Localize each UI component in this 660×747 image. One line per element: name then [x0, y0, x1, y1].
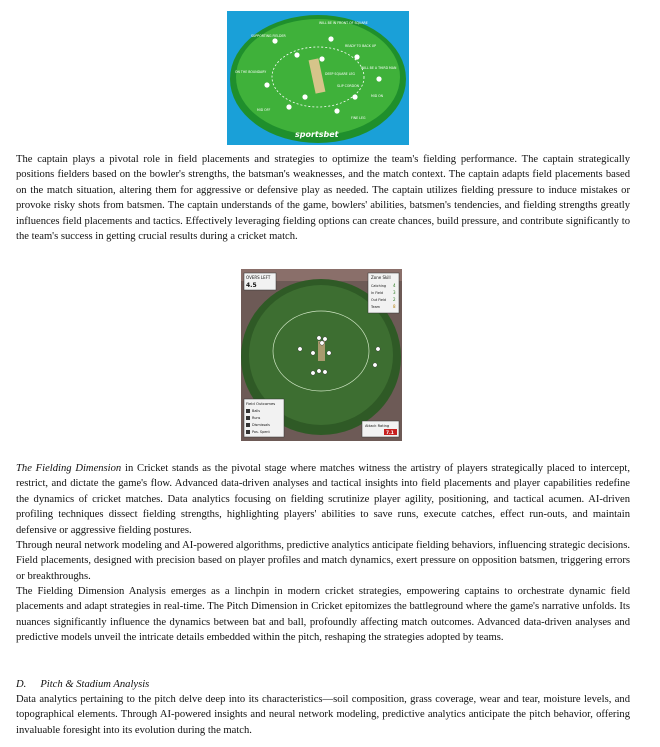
fielder-icon [328, 36, 333, 41]
outcome-item: Runs [252, 416, 261, 420]
field-label: READY TO BACK UP [345, 44, 377, 48]
fielder-marker [317, 336, 321, 340]
outcome-item: Balls [252, 409, 261, 413]
fielding-game-figure [241, 269, 402, 441]
field-label: DEEP SQUARE LEG [325, 72, 355, 76]
fielder-icon [264, 82, 269, 87]
zone-value: 8 [393, 304, 396, 309]
fielding-dimension-term: The Fielding Dimension [16, 463, 122, 474]
sportsbet-logo: sportsbet [295, 130, 339, 139]
field-label: WILL BE IN FRONT OF SQUARE [319, 21, 368, 25]
outcome-swatch [246, 409, 250, 413]
zone-item: Team [371, 305, 380, 309]
field-placement-figure [227, 11, 409, 145]
fielder-icon [354, 54, 359, 59]
zone-item: In Field [371, 291, 384, 295]
fielder-marker [317, 369, 321, 373]
fielder-marker [323, 337, 327, 341]
fielder-icon [294, 52, 299, 57]
fielder-marker [373, 363, 377, 367]
zone-item: Catching [371, 284, 387, 288]
zone-value: 4 [393, 283, 396, 288]
fielding-dimension-text: in Cricket stands as the pivotal stage where matches witness the artistry of players strategically placed to intercept, restrict, and dictate the game's flow. Advanced data-driven analyses and tactical insights into field placements and player capabilities redefine the dynamics of cricket matches. Data analytics focusing on fielding scrutinize player agility, positioning, and tactical acumen. AI-driven profiling techniques dissect fielding strengths, highlighting players' abilities to save runs, execute catches, effect run-outs, and maintain defensive or aggressive fielding postures. [16, 463, 630, 536]
field-label: ON THE BOUNDARY [235, 70, 267, 74]
fielder-marker [320, 341, 324, 345]
zone-value: 3 [393, 290, 396, 295]
field-label: WILL BE A THIRD MAN [361, 66, 397, 70]
paragraph-neural-network: Through neural network modeling and AI-powered algorithms, predictive analytics anticipate fielding behaviors, influencing strategic decisions. Field placements, designed with precision based on player profiles and match dynamics, exert pressure on opposition batsmen, triggering errors or breakthroughs. [16, 540, 630, 582]
fielder-icon [286, 104, 291, 109]
paragraph-captain-role: The captain plays a pivotal role in field placements and strategies to optimize the team's fielding performance. The captain strategically positions fielders based on the bowler's strengths, the batsman's weaknesses, and the match context. The captain adapts field placements based on the match situation, altering them for aggressive or defensive play as needed. The captain utilizes fielding pressure to induce mistakes or provoke risky shots from batsmen. The captain understands of the game, bowlers' abilities, batsmen's tendencies, and fielding strengths greatly influences field placements and tactics. Effectively leveraging fielding options can create chances, build pressure, and contribute significantly to the team's success in getting crucial results during a cricket match. [16, 154, 630, 243]
zone-value: 2 [393, 297, 396, 302]
paragraph-fielding-analysis: The Fielding Dimension Analysis emerges as a linchpin in modern cricket strategies, empowering captains to orchestrate dynamic field placements and adapt strategies in real-time. The Pitch Dimension in Cricket epitomizes the battleground where the game's narrative unfolds. Its nuances significantly influence the dynamics between bat and ball, profoundly affecting match outcomes. Advanced data-driven analyses and predictive models unveil the intricate details embedded within the pitch, reshaping the strategies adopted by teams. [16, 586, 630, 644]
fielder-icon [319, 56, 324, 61]
fielder-marker [298, 347, 302, 351]
outcome-item: Dismissals [252, 423, 270, 427]
fielder-marker [376, 347, 380, 351]
outcome-swatch [246, 423, 250, 427]
fielder-icon [334, 108, 339, 113]
overs-label: OVERS LEFT [246, 275, 271, 280]
field-label: MID OFF [257, 108, 271, 112]
fielder-marker [311, 351, 315, 355]
fielder-marker [327, 351, 331, 355]
fielder-icon [272, 38, 277, 43]
attack-label: Attack Rating [365, 424, 390, 428]
overs-value: 4.5 [246, 282, 257, 289]
zone-title: Zone Skill [371, 275, 391, 280]
outcome-swatch [246, 416, 250, 420]
zone-item: Out Field [371, 298, 387, 302]
fielder-marker [311, 371, 315, 375]
fielder-marker [323, 370, 327, 374]
attack-value: 7.1 [386, 431, 394, 436]
fielder-icon [352, 94, 357, 99]
section-letter: D. [16, 679, 27, 690]
field-label: SUPPORTING FIELDER [251, 34, 286, 38]
fielder-icon [302, 94, 307, 99]
section-heading [16, 677, 630, 692]
paragraph-pitch-analytics: Data analytics pertaining to the pitch delve deep into its characteristics—soil composition, grass coverage, wear and tear, moisture levels, and topographical elements. Through AI-powered insights and neural network modeling, predictive analytics anticipate the pitch behavior, offering invaluable foresight into its evolution during the match. [16, 694, 630, 736]
field-label: MID ON [371, 94, 384, 98]
outcome-item: Pos. Spent [252, 430, 270, 434]
paragraph-fielding-dimension [16, 461, 630, 538]
field-label: FINE LEG [351, 116, 366, 120]
section-title: Pitch & Stadium Analysis [40, 679, 150, 690]
fielder-icon [376, 76, 381, 81]
outcome-swatch [246, 430, 250, 434]
field-label: SLIP CORDON [337, 84, 359, 88]
outcomes-title: Field Outcomes [246, 401, 276, 406]
